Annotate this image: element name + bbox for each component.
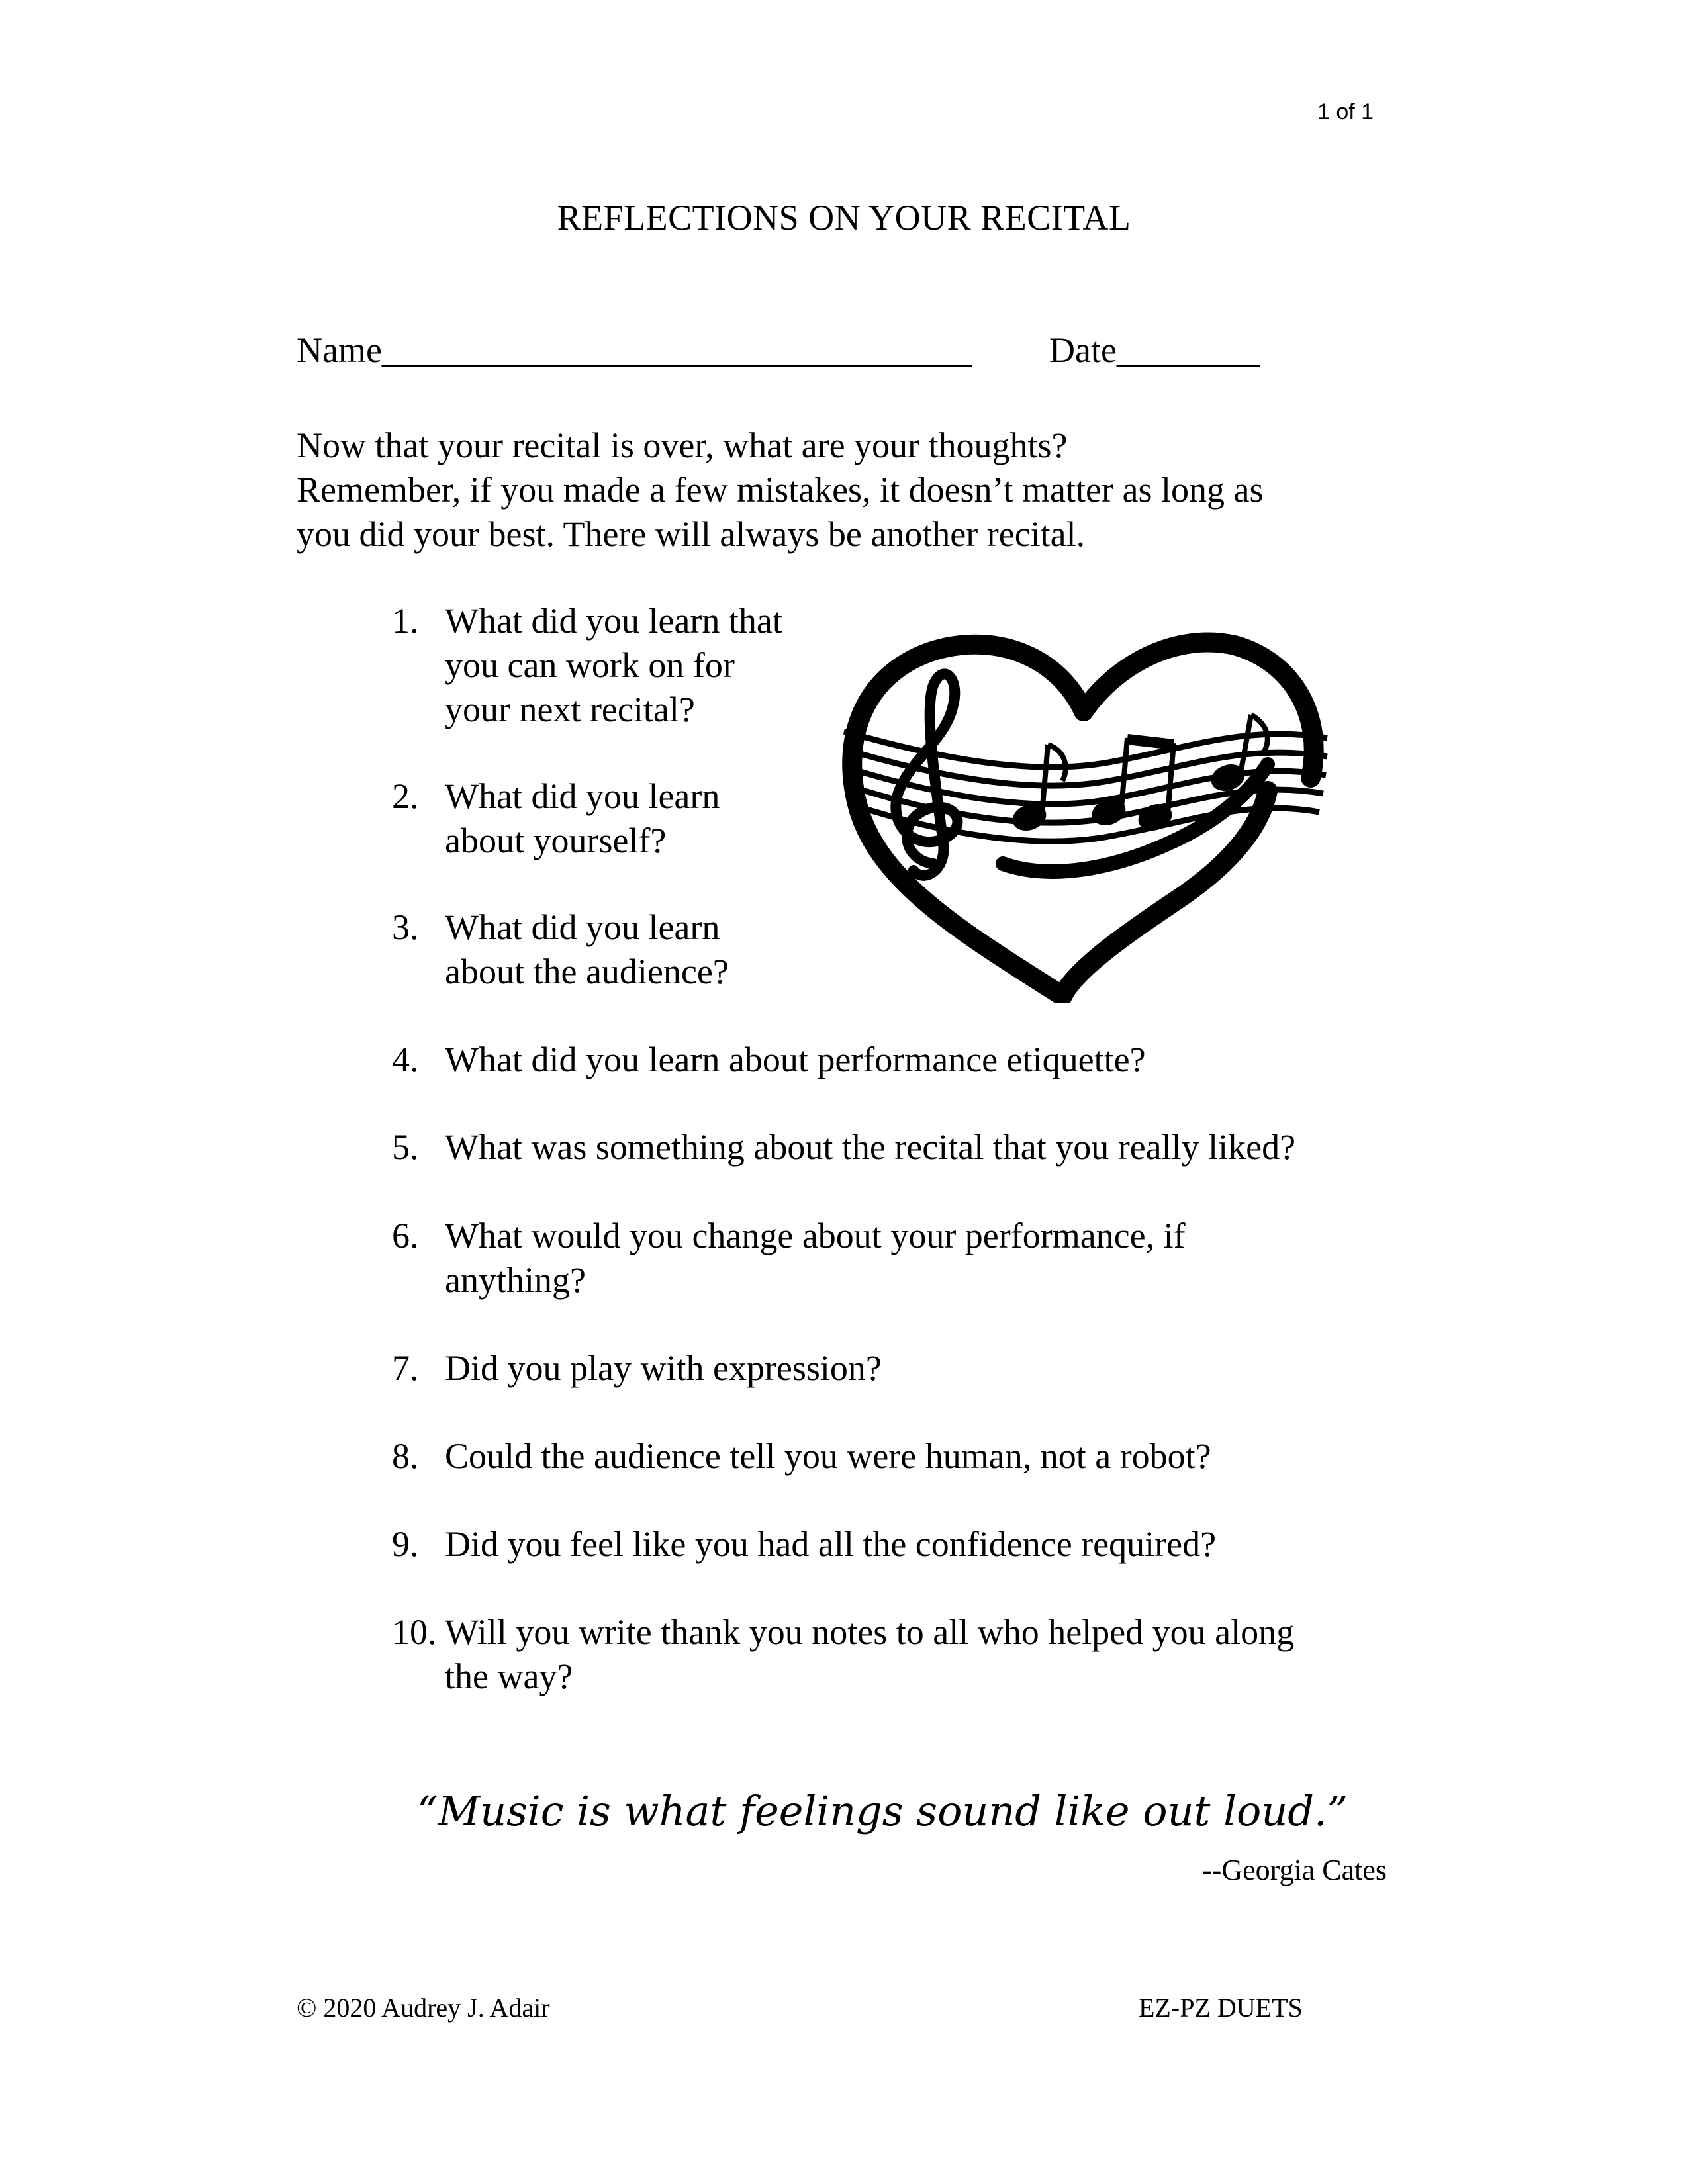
question-line: What did you learn about performance etiquette? (445, 1040, 1146, 1079)
question-number: 5. (392, 1127, 419, 1167)
question-text (445, 1522, 1216, 1567)
question-text (445, 1214, 1186, 1302)
question-line: Could the audience tell you were human, not a robot? (445, 1436, 1211, 1476)
question-line: about the audience? (445, 952, 729, 991)
quote-attribution: --Georgia Cates (1202, 1854, 1387, 1886)
question-line: anything? (445, 1260, 586, 1300)
question-line: your next recital? (445, 690, 695, 729)
question-number: 7. (392, 1348, 419, 1388)
heart-music-notes-icon (837, 625, 1331, 1003)
question-text (445, 905, 729, 994)
question-text (445, 1346, 882, 1390)
question-number: 8. (392, 1436, 419, 1476)
question-line: Did you play with expression? (445, 1348, 882, 1388)
question-text (445, 1434, 1211, 1479)
question-number: 4. (392, 1040, 419, 1079)
question-text (445, 599, 782, 732)
intro-line: Remember, if you made a few mistakes, it doesn’t matter as long as (297, 470, 1264, 510)
question-text (445, 774, 720, 863)
page-title: REFLECTIONS ON YOUR RECITAL (557, 198, 1131, 238)
question-line: What did you learn that (445, 601, 782, 641)
question-line: the way? (445, 1657, 573, 1696)
question-text (445, 1038, 1146, 1082)
intro-paragraph (297, 424, 1422, 557)
question-number: 3. (392, 907, 419, 947)
question-line: What was something about the recital that you really liked? (445, 1127, 1296, 1167)
question-number: 10. (392, 1612, 437, 1652)
quote-text: “Music is what feelings sound like out loud.” (417, 1787, 1348, 1835)
question-text (445, 1610, 1294, 1699)
series-name: EZ-PZ DUETS (1139, 1993, 1303, 2023)
page-number: 1 of 1 (1317, 99, 1374, 124)
name-field: Name_________________________________ (297, 330, 972, 370)
question-line: about yourself? (445, 821, 667, 860)
question-number: 2. (392, 776, 419, 816)
question-line: you can work on for (445, 645, 735, 685)
copyright-notice: © 2020 Audrey J. Adair (297, 1993, 550, 2023)
date-field: Date________ (1049, 330, 1260, 370)
intro-line: you did your best. There will always be another recital. (297, 514, 1086, 554)
question-number: 1. (392, 601, 419, 641)
question-text (445, 1125, 1295, 1169)
question-line: Will you write thank you notes to all who helped you along (445, 1612, 1295, 1652)
question-line: What did you learn (445, 776, 720, 816)
question-line: Did you feel like you had all the confidence required? (445, 1524, 1217, 1564)
intro-line: Now that your recital is over, what are your thoughts? (297, 426, 1068, 465)
question-line: What did you learn (445, 907, 720, 947)
question-line: What would you change about your performance, if (445, 1216, 1186, 1255)
question-number: 6. (392, 1216, 419, 1255)
question-number: 9. (392, 1524, 419, 1564)
